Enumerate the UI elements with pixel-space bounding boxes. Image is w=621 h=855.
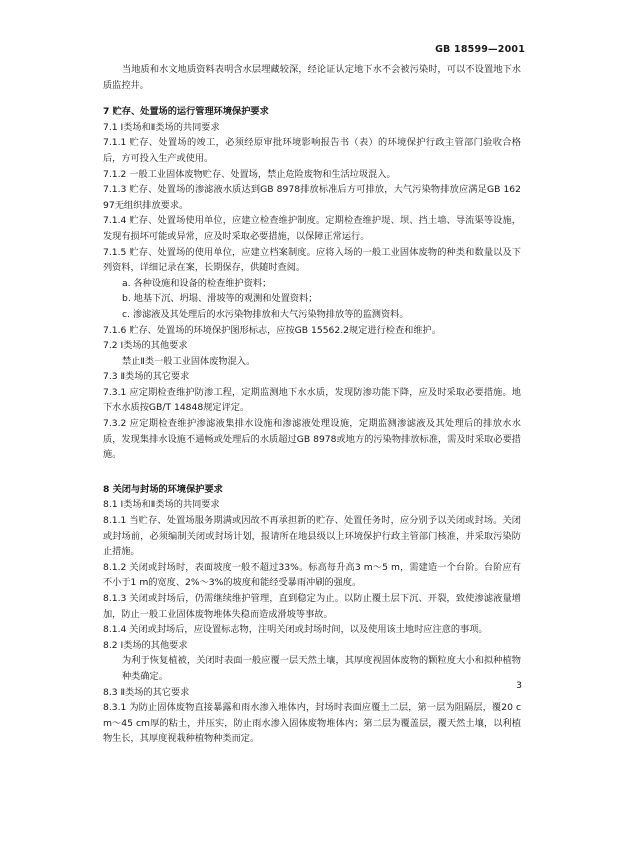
- clause-8-1: 8.1 Ⅰ类场和Ⅱ类场的共同要求: [103, 499, 220, 511]
- clause-7-2: 7.2 Ⅰ类场的其他要求: [103, 340, 188, 352]
- clause-8-1-1: 8.1.1 当贮存、处置场服务期满或因故不再承担新的贮存、处置任务时，应分别予以关闭或封场。关闭或封场前，必须编制关闭或封场计划，报请所在地县级以上环境保护行政主管部门核准，并采取污染防止措施。: [103, 515, 521, 558]
- clause-7-1-3: 7.1.3 贮存、处置场的渗滤液水质达到GB 8978排放标准后方可排放，大气污染物排放应满足GB 16297无组织排放要求。: [103, 184, 521, 211]
- clause-7-1: 7.1 Ⅰ类场和Ⅱ类场的共同要求: [103, 121, 220, 133]
- clause-8-1-4: 8.1.4 关闭或封场后，应设置标志物，注明关闭或封场时间，以及使用该土地时应注意的事项。: [103, 624, 488, 636]
- clause-7-3-2: 7.3.2 应定期检查维护渗滤液集排水设施和渗滤液处理设施，定期监测渗滤液及其处理后的排放水水质，发现集排水设施不通畅或处理后的水质超过GB 8978或地方的污染物排放标准，需及时采取必要措施。: [103, 418, 521, 461]
- list-item-a: a. 各种设施和设备的检查维护资料；: [122, 277, 272, 289]
- clause-8-2-text: 为利于恢复植被，关闭时表面一般应覆一层天然土壤，其厚度视固体废物的颗粒度大小和拟种植物种类确定。: [122, 655, 521, 682]
- list-item-c: c. 渗滤液及其处理后的水污染物排放和大气污染物排放等的监测资料。: [122, 308, 409, 320]
- list-item-b: b. 地基下沉、坍塌、滑坡等的观测和处置资料；: [122, 293, 318, 305]
- clause-8-1-2: 8.1.2 关闭或封场时，表面坡度一般不超过33%。标高每升高3 m～5 m，需建造一个台阶。台阶应有不小于1 m的宽度、2%～3%的坡度和能经受暴雨冲刷的强度。: [103, 561, 521, 589]
- intro-paragraph: 当地质和水文地质资料表明含水层埋藏较深，经论证认定地下水不会被污染时，可以不设置地下水质监控井。: [103, 64, 521, 91]
- page-number: 3: [516, 680, 522, 691]
- clause-8-2: 8.2 Ⅰ类场的其他要求: [103, 639, 188, 651]
- clause-7-2-text: 禁止Ⅱ类一般工业固体废物混入。: [122, 355, 256, 367]
- clause-7-1-4: 7.1.4 贮存、处置场使用单位，应建立检查维护制度。定期检查维护堤、坝、挡土墙、导流渠等设施，发现有损坏可能或异常，应及时采取必要措施，以保障正常运行。: [103, 215, 521, 242]
- document-body: [103, 62, 521, 747]
- clause-7-3: 7.3 Ⅱ类场的其它要求: [103, 371, 190, 383]
- clause-7-1-2: 7.1.2 一般工业固体废物贮存、处置场，禁止危险废物和生活垃圾混入。: [103, 168, 396, 180]
- clause-7-3-1: 7.3.1 应定期检查维护防渗工程，定期监测地下水水质，发现防渗功能下降，应及时采取必要措施。地下水水质按GB/T 14848规定评定。: [103, 386, 521, 414]
- clause-7-1-1: 7.1.1 贮存、处置场的竣工，必须经原审批环境影响报告书（表）的环境保护行政主管部门验收合格后，方可投入生产或使用。: [103, 137, 521, 164]
- clause-8-3-1: 8.3.1 为防止固体废物直接暴露和雨水渗入堆体内，封场时表面应覆土二层，第一层为阻隔层，覆20 cm～45 cm厚的粘土，并压实，防止雨水渗入固体废物堆体内；第二层为覆盖层，覆天然土壤，以利植物生长，其厚度视栽种植物种类而定。: [103, 702, 521, 745]
- section-heading-8: 8 关闭与封场的环境保护要求: [103, 483, 223, 495]
- clause-8-3: 8.3 Ⅱ类场的其它要求: [103, 686, 190, 698]
- clause-7-1-6: 7.1.6 贮存、处置场的环境保护图形标志，应按GB 15562.2规定进行检查和维护。: [103, 324, 441, 336]
- standard-number: GB 18599—2001: [435, 44, 525, 55]
- clause-7-1-5: 7.1.5 贮存、处置场的使用单位，应建立档案制度。应将入场的一般工业固体废物的种类和数量以及下列资料，详细记录在案，长期保存，供随时查阅。: [103, 246, 521, 274]
- clause-8-1-3: 8.1.3 关闭或封场后，仍需继续维护管理，直到稳定为止。以防止覆土层下沉、开裂，致使渗滤液量增加，防止一般工业固体废物堆体失稳而造成滑坡等事故。: [103, 593, 521, 620]
- section-heading-7: 7 贮存、处置场的运行管理环境保护要求: [103, 106, 269, 118]
